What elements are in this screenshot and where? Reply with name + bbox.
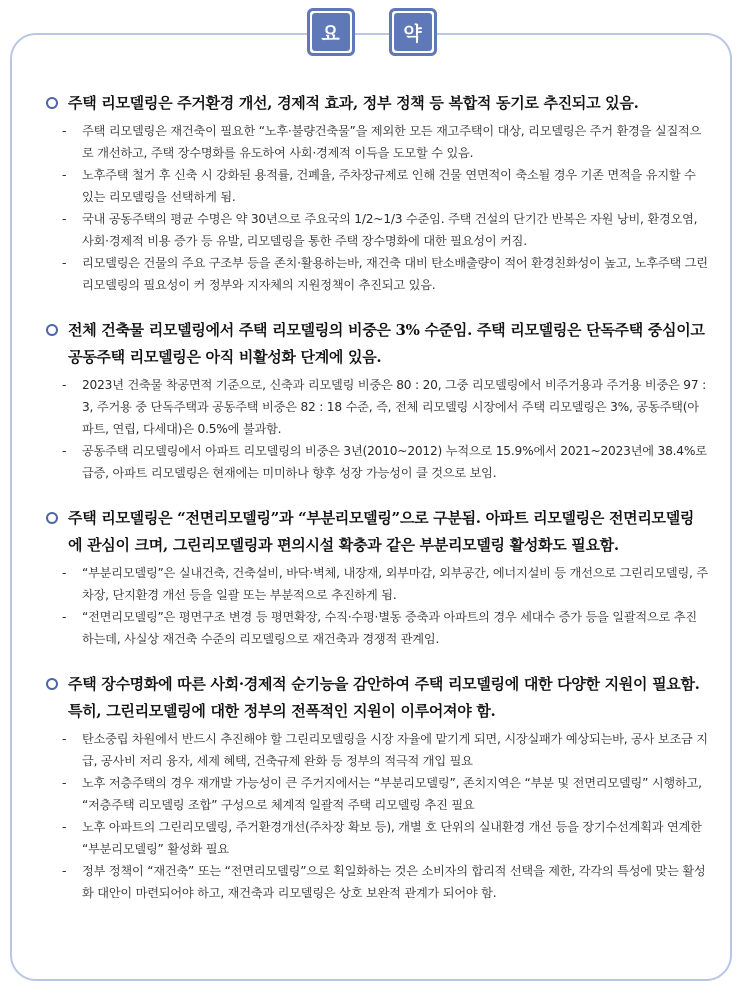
section-heading [46,671,708,725]
list-item-text: 2023년 건축물 착공면적 기준으로, 신축과 리모델링 비중은 80 : 20, 그중 리모델링에서 비주거용과 주거용 비중은 97 : 3, 주거용 중 단독주택과 공동주택 비중은 82 : 18 수준, 즉, 전체 리모델링 시장에서 주택 리모델링은 3%, 공동주택(아파트, 연립, 다세대)은 0.5%에 불과함. [82,378,706,436]
list-item-text: 탄소중립 차원에서 반드시 추진해야 할 그린리모델링을 시장 자율에 맡기게 되면, 시장실패가 예상되는바, 공사 보조금 지급, 공사비 저리 융자, 세제 혜택, 건축규제 완화 등 정부의 적극적 개입 필요 [82,732,708,768]
section-heading [46,505,708,559]
list-item [46,860,708,904]
summary-content [46,90,708,925]
dash-icon: - [62,864,67,878]
list-item [46,562,708,606]
dash-icon: - [62,444,67,458]
list-item-text: 노후주택 철거 후 신축 시 강화된 용적률, 건폐율, 주차장규제로 인해 건물 연면적이 축소될 경우 기존 면적을 유지할 수 있는 리모델링을 선택하게 됨. [82,168,696,204]
dash-icon: - [62,820,67,834]
section-3 [46,505,708,650]
summary-title [0,8,743,56]
list-item [46,252,708,296]
dash-icon: - [62,610,67,624]
list-item [46,120,708,164]
list-item [46,816,708,860]
section-heading [46,317,708,371]
section-heading [46,90,708,117]
list-item [46,208,708,252]
list-item-text: “부분리모델링”은 실내건축, 건축설비, 바닥·벽체, 내장재, 외부마감, 외부공간, 에너지설비 등 개선으로 그린리모델링, 주차장, 단지환경 개선 등을 일괄 또는 부분적으로 추진하게 됨. [82,566,708,602]
dash-icon: - [62,212,67,226]
list-item [46,164,708,208]
list-item-text: 노후 아파트의 그린리모델링, 주거환경개선(주차장 확보 등), 개별 호 단위의 실내환경 개선 등을 장기수선계획과 연계한 “부분리모델링” 활성화 필요 [82,820,702,856]
list-item-text: 노후 저층주택의 경우 재개발 가능성이 큰 주거지에서는 “부분리모델링”, 존치지역은 “부분 및 전면리모델링” 시행하고, “저층주택 리모델링 조합” 구성으로 체계적 일괄적 주택 리모델링 추진 필요 [82,776,702,812]
title-char-left: 요 [312,13,350,51]
list-item [46,728,708,772]
list-item-text: 공동주택 리모델링에서 아파트 리모델링의 비중은 3년(2010~2012) 누적으로 15.9%에서 2021~2023년에 38.4%로 급증, 아파트 리모델링은 현재에는 미미하나 향후 성장 가능성이 클 것으로 보임. [82,444,707,480]
title-box-right [389,8,437,56]
title-char-right: 약 [394,13,432,51]
list-item-text: 주택 리모델링은 재건축이 필요한 “노후·불량건축물”을 제외한 모든 재고주택이 대상, 리모델링은 주거 환경을 실질적으로 개선하고, 주택 장수명화를 유도하여 사회·경제적 이득을 도모할 수 있음. [82,124,702,160]
section-2 [46,317,708,484]
dash-icon: - [62,124,67,138]
list-item [46,606,708,650]
dash-icon: - [62,256,67,270]
title-box-left [307,8,355,56]
dash-icon: - [62,378,67,392]
list-item-text: “전면리모델링”은 평면구조 변경 등 평면확장, 수직·수평·별동 증축과 아파트의 경우 세대수 증가 등을 일괄적으로 추진하는데, 사실상 재건축 수준의 리모델링으로 재건축과 경쟁적 관계임. [82,610,697,646]
ring-bullet-icon [46,324,58,336]
ring-bullet-icon [46,97,58,109]
dash-icon: - [62,168,67,182]
section-heading-text: 주택 리모델링은 주거환경 개선, 경제적 효과, 정부 정책 등 복합적 동기로 추진되고 있음. [68,94,639,112]
section-heading-text: 전체 건축물 리모델링에서 주택 리모델링의 비중은 3% 수준임. 주택 리모델링은 단독주택 중심이고 공동주택 리모델링은 아직 비활성화 단계에 있음. [68,321,705,366]
section-heading-text: 주택 장수명화에 따른 사회·경제적 순기능을 감안하여 주택 리모델링에 대한 다양한 지원이 필요함. 특히, 그린리모델링에 대한 정부의 전폭적인 지원이 이루어져야 함. [68,675,700,720]
dash-icon: - [62,776,67,790]
list-item-text: 리모델링은 건물의 주요 구조부 등을 존치·활용하는바, 재건축 대비 탄소배출량이 적어 환경친화성이 높고, 노후주택 그린리모델링의 필요성이 커 정부와 지자체의 지원정책이 추진되고 있음. [82,256,708,292]
list-item [46,440,708,484]
list-item-text: 정부 정책이 “재건축” 또는 “전면리모델링”으로 획일화하는 것은 소비자의 합리적 선택을 제한, 각각의 특성에 맞는 활성화 대안이 마련되어야 하고, 재건축과 리모델링은 상호 보완적 관계가 되어야 함. [82,864,706,900]
section-4 [46,671,708,904]
ring-bullet-icon [46,512,58,524]
section-1 [46,90,708,296]
ring-bullet-icon [46,678,58,690]
dash-icon: - [62,566,67,580]
section-heading-text: 주택 리모델링은 “전면리모델링”과 “부분리모델링”으로 구분됨. 아파트 리모델링은 전면리모델링에 관심이 크며, 그린리모델링과 편의시설 확충과 같은 부분리모델링 활성화도 필요함. [68,509,695,554]
list-item-text: 국내 공동주택의 평균 수명은 약 30년으로 주요국의 1/2~1/3 수준임. 주택 건설의 단기간 반복은 자원 낭비, 환경오염, 사회·경제적 비용 증가 등 유발, 리모델링을 통한 주택 장수명화에 대한 필요성이 커짐. [82,212,698,248]
dash-icon: - [62,732,67,746]
list-item [46,374,708,440]
list-item [46,772,708,816]
